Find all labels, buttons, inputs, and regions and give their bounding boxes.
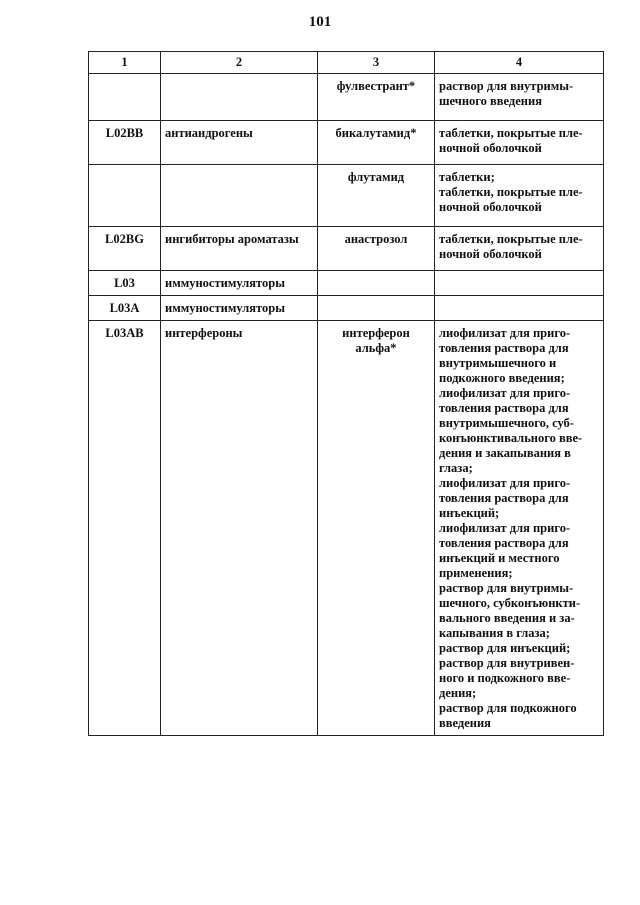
dosage-form-line: раствор для внутримы- [439,581,574,595]
table-row [89,165,604,227]
dosage-form-line: таблетки, покрытые пле- [439,126,583,140]
dosage-form-line: ночной оболочкой [439,200,542,214]
atc-code-cell: L02BG [89,227,161,271]
group-name-cell [161,165,318,227]
dosage-form-line: ночной оболочкой [439,141,542,155]
dosage-form-line: лиофилизат для приго- [439,326,571,340]
dosage-form-line: применения; [439,566,513,580]
dosage-form-line: шечного, субконъюнкти- [439,596,581,610]
dosage-form-cell [435,121,604,165]
dosage-form-line: подкожного введения; [439,371,565,385]
dosage-form-line: шечного введения [439,94,542,108]
table-row [89,121,604,165]
group-name-cell: иммуностимуляторы [161,296,318,321]
header-row [89,52,604,74]
drug-name-cell: флутамид [318,165,435,227]
group-name-cell: интерфероны [161,321,318,736]
dosage-form-line: таблетки, покрытые пле- [439,185,583,199]
table-row [89,227,604,271]
dosage-form-line: раствор для внутримы- [439,79,574,93]
group-name-cell: иммуностимуляторы [161,271,318,296]
dosage-form-line: раствор для внутривен- [439,656,575,670]
dosage-form-line: раствор для инъекций; [439,641,571,655]
atc-code-cell [89,165,161,227]
dosage-form-line: раствор для подкожного [439,701,577,715]
dosage-form-line: лиофилизат для приго- [439,386,571,400]
dosage-form-line: лиофилизат для приго- [439,521,571,535]
drug-name-cell [318,296,435,321]
drug-name-cell [318,271,435,296]
drug-name-cell: бикалутамид* [318,121,435,165]
dosage-form-line: конъюнктивального вве- [439,431,583,445]
table-row [89,296,604,321]
dosage-form-cell [435,296,604,321]
header-col-3: 3 [318,52,435,74]
header-col-2: 2 [161,52,318,74]
atc-code-cell: L03A [89,296,161,321]
drug-name-cell: анастрозол [318,227,435,271]
dosage-form-line: ночной оболочкой [439,247,542,261]
dosage-form-line: товления раствора для [439,341,569,355]
drug-name-cell: интерферон альфа* [318,321,435,736]
dosage-form-line: дения; [439,686,477,700]
header-col-4: 4 [435,52,604,74]
dosage-form-line: товления раствора для [439,491,569,505]
atc-code-cell: L03AB [89,321,161,736]
dosage-form-line: дения и закапывания в [439,446,571,460]
dosage-form-line: глаза; [439,461,473,475]
atc-code-cell: L03 [89,271,161,296]
dosage-form-line: инъекций и местного [439,551,560,565]
dosage-form-line: вального введения и за- [439,611,575,625]
drug-name-cell: фулвестрант* [318,74,435,121]
dosage-form-line: таблетки; [439,170,495,184]
dosage-form-cell [435,321,604,736]
dosage-form-cell [435,165,604,227]
dosage-form-line: товления раствора для [439,536,569,550]
table-row [89,74,604,121]
atc-code-cell: L02BB [89,121,161,165]
dosage-form-cell [435,271,604,296]
dosage-form-cell [435,74,604,121]
header-col-1: 1 [89,52,161,74]
dosage-form-line: ного и подкожного вве- [439,671,571,685]
group-name-cell: ингибиторы ароматазы [161,227,318,271]
dosage-form-line: лиофилизат для приго- [439,476,571,490]
atc-code-cell [89,74,161,121]
group-name-cell [161,74,318,121]
dosage-form-line: капывания в глаза; [439,626,550,640]
dosage-form-line: внутримышечного и [439,356,557,370]
dosage-form-line: введения [439,716,491,730]
page-number: 101 [308,14,332,30]
dosage-form-line: товления раствора для [439,401,569,415]
table-row [89,321,604,736]
group-name-cell: антиандрогены [161,121,318,165]
dosage-form-line: инъекций; [439,506,500,520]
drug-table [88,51,604,736]
dosage-form-line: таблетки, покрытые пле- [439,232,583,246]
dosage-form-line: внутримышечного, суб- [439,416,574,430]
table-row [89,271,604,296]
dosage-form-cell [435,227,604,271]
